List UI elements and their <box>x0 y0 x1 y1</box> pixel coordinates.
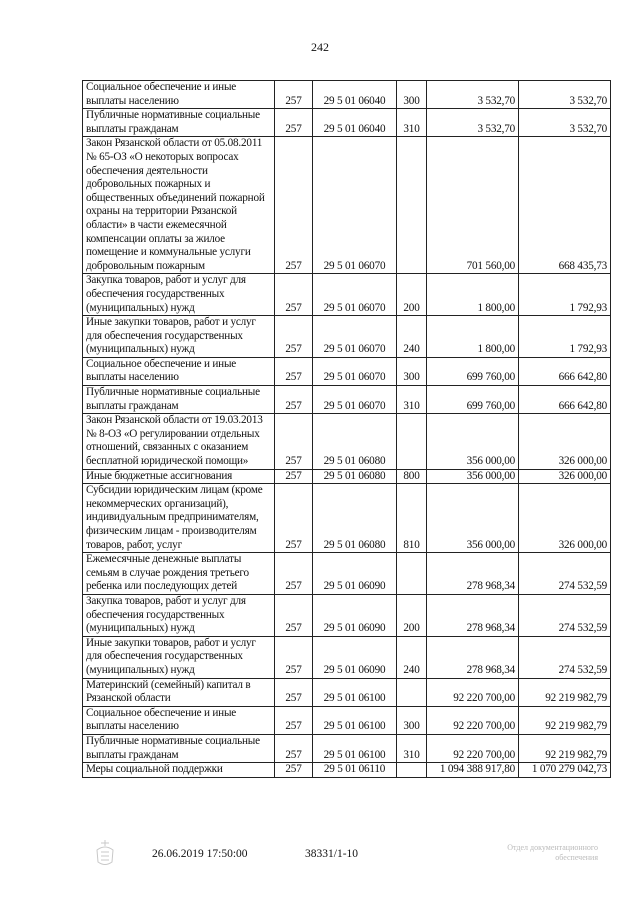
table-row <box>83 763 611 778</box>
budget-table <box>82 80 611 778</box>
cell-name: Публичные нормативные социальные выплаты гражданам <box>83 109 275 137</box>
cell-target-article: 29 5 01 06080 <box>313 414 397 469</box>
cell-actual-amount: 1 792,93 <box>519 316 611 358</box>
cell-ministry-code: 257 <box>275 274 313 316</box>
cell-actual-amount: 668 435,73 <box>519 137 611 274</box>
table-row <box>83 484 611 553</box>
cell-actual-amount: 666 642,80 <box>519 357 611 385</box>
cell-ministry-code: 257 <box>275 109 313 137</box>
stamp-line-2: обеспечения <box>555 853 598 862</box>
cell-target-article: 29 5 01 06090 <box>313 553 397 595</box>
cell-actual-amount: 92 219 982,79 <box>519 678 611 706</box>
table-row <box>83 706 611 734</box>
page-number: 242 <box>311 40 329 54</box>
cell-plan-amount: 3 532,70 <box>427 109 519 137</box>
cell-expense-type: 310 <box>397 734 427 762</box>
cell-target-article: 29 5 01 06100 <box>313 706 397 734</box>
cell-plan-amount: 92 220 700,00 <box>427 706 519 734</box>
cell-plan-amount: 1 094 388 917,80 <box>427 763 519 778</box>
cell-target-article: 29 5 01 06040 <box>313 109 397 137</box>
cell-ministry-code: 257 <box>275 469 313 484</box>
cell-name: Публичные нормативные социальные выплаты гражданам <box>83 734 275 762</box>
cell-actual-amount: 1 070 279 042,73 <box>519 763 611 778</box>
cell-actual-amount: 1 792,93 <box>519 274 611 316</box>
cell-plan-amount: 1 800,00 <box>427 316 519 358</box>
cell-expense-type: 240 <box>397 636 427 678</box>
cell-actual-amount: 3 532,70 <box>519 109 611 137</box>
table-row <box>83 734 611 762</box>
cell-ministry-code: 257 <box>275 81 313 109</box>
cell-ministry-code: 257 <box>275 594 313 636</box>
cell-expense-type: 200 <box>397 274 427 316</box>
cell-actual-amount: 274 532,59 <box>519 594 611 636</box>
cell-actual-amount: 274 532,59 <box>519 636 611 678</box>
cell-target-article: 29 5 01 06090 <box>313 594 397 636</box>
cell-plan-amount: 356 000,00 <box>427 484 519 553</box>
cell-expense-type: 810 <box>397 484 427 553</box>
cell-expense-type: 300 <box>397 706 427 734</box>
table-row <box>83 274 611 316</box>
stamp-line-1: Отдел документационного <box>507 843 598 852</box>
cell-target-article: 29 5 01 06100 <box>313 678 397 706</box>
cell-plan-amount: 699 760,00 <box>427 357 519 385</box>
cell-target-article: 29 5 01 06040 <box>313 81 397 109</box>
table-row <box>83 469 611 484</box>
cell-name: Меры социальной поддержки <box>83 763 275 778</box>
cell-ministry-code: 257 <box>275 357 313 385</box>
cell-ministry-code: 257 <box>275 137 313 274</box>
cell-name: Публичные нормативные социальные выплаты гражданам <box>83 386 275 414</box>
cell-ministry-code: 257 <box>275 386 313 414</box>
cell-target-article: 29 5 01 06070 <box>313 357 397 385</box>
cell-name: Иные закупки товаров, работ и услуг для обеспечения государственных (муниципальных) нужд <box>83 316 275 358</box>
table-row <box>83 137 611 274</box>
cell-ministry-code: 257 <box>275 763 313 778</box>
footer-doc-number: 38331/1-10 <box>305 848 359 860</box>
cell-plan-amount: 356 000,00 <box>427 414 519 469</box>
cell-actual-amount: 92 219 982,79 <box>519 706 611 734</box>
cell-actual-amount: 92 219 982,79 <box>519 734 611 762</box>
cell-name: Закупка товаров, работ и услуг для обеспечения государственных (муниципальных) нужд <box>83 594 275 636</box>
cell-actual-amount: 326 000,00 <box>519 414 611 469</box>
cell-ministry-code: 257 <box>275 636 313 678</box>
cell-actual-amount: 274 532,59 <box>519 553 611 595</box>
cell-ministry-code: 257 <box>275 678 313 706</box>
cell-name: Социальное обеспечение и иные выплаты населению <box>83 357 275 385</box>
cell-ministry-code: 257 <box>275 484 313 553</box>
cell-name: Социальное обеспечение и иные выплаты населению <box>83 81 275 109</box>
cell-target-article: 29 5 01 06070 <box>313 274 397 316</box>
cell-expense-type <box>397 553 427 595</box>
table-row <box>83 81 611 109</box>
cell-name: Материнский (семейный) капитал в Рязанской области <box>83 678 275 706</box>
cell-ministry-code: 257 <box>275 414 313 469</box>
cell-plan-amount: 92 220 700,00 <box>427 734 519 762</box>
cell-target-article: 29 5 01 06070 <box>313 137 397 274</box>
table-row <box>83 678 611 706</box>
cell-plan-amount: 92 220 700,00 <box>427 678 519 706</box>
logo-mark-icon <box>93 838 117 868</box>
cell-expense-type: 800 <box>397 469 427 484</box>
cell-plan-amount: 356 000,00 <box>427 469 519 484</box>
cell-actual-amount: 326 000,00 <box>519 469 611 484</box>
table-row <box>83 553 611 595</box>
cell-name: Закон Рязанской области от 05.08.2011 № 65-ОЗ «О некоторых вопросах обеспечения деятельности добровольных пожарных и общественных объединений пожарной охраны на территории Рязанской области» в части ежемесячной компенсации оплаты за жилое помещение и коммунальные услуги добровольным пожарным <box>83 137 275 274</box>
cell-expense-type: 300 <box>397 357 427 385</box>
cell-expense-type: 240 <box>397 316 427 358</box>
footer-timestamp: 26.06.2019 17:50:00 <box>152 848 248 860</box>
cell-plan-amount: 701 560,00 <box>427 137 519 274</box>
cell-name: Закон Рязанской области от 19.03.2013 № 8-ОЗ «О регулировании отдельных отношений, связанных с оказанием бесплатной юридической помощи» <box>83 414 275 469</box>
cell-plan-amount: 278 968,34 <box>427 636 519 678</box>
cell-expense-type: 310 <box>397 386 427 414</box>
table-row <box>83 357 611 385</box>
cell-ministry-code: 257 <box>275 706 313 734</box>
cell-target-article: 29 5 01 06110 <box>313 763 397 778</box>
cell-actual-amount: 326 000,00 <box>519 484 611 553</box>
table-row <box>83 594 611 636</box>
table-row <box>83 414 611 469</box>
cell-expense-type: 300 <box>397 81 427 109</box>
cell-plan-amount: 699 760,00 <box>427 386 519 414</box>
cell-name: Ежемесячные денежные выплаты семьям в случае рождения третьего ребенка или последующих детей <box>83 553 275 595</box>
cell-expense-type: 310 <box>397 109 427 137</box>
cell-expense-type <box>397 678 427 706</box>
cell-target-article: 29 5 01 06100 <box>313 734 397 762</box>
cell-target-article: 29 5 01 06070 <box>313 316 397 358</box>
budget-table-body <box>83 81 611 778</box>
table-row <box>83 109 611 137</box>
cell-expense-type <box>397 414 427 469</box>
cell-target-article: 29 5 01 06080 <box>313 469 397 484</box>
cell-name: Закупка товаров, работ и услуг для обеспечения государственных (муниципальных) нужд <box>83 274 275 316</box>
table-row <box>83 386 611 414</box>
cell-actual-amount: 666 642,80 <box>519 386 611 414</box>
cell-target-article: 29 5 01 06070 <box>313 386 397 414</box>
registration-stamp <box>448 843 598 863</box>
cell-plan-amount: 278 968,34 <box>427 553 519 595</box>
cell-actual-amount: 3 532,70 <box>519 81 611 109</box>
table-row <box>83 316 611 358</box>
cell-ministry-code: 257 <box>275 316 313 358</box>
cell-name: Иные бюджетные ассигнования <box>83 469 275 484</box>
cell-plan-amount: 278 968,34 <box>427 594 519 636</box>
table-row <box>83 636 611 678</box>
cell-name: Субсидии юридическим лицам (кроме некоммерческих организаций), индивидуальным предпринимателям, физическим лицам - производителям товаров, работ, услуг <box>83 484 275 553</box>
cell-plan-amount: 3 532,70 <box>427 81 519 109</box>
cell-target-article: 29 5 01 06080 <box>313 484 397 553</box>
cell-plan-amount: 1 800,00 <box>427 274 519 316</box>
cell-target-article: 29 5 01 06090 <box>313 636 397 678</box>
cell-ministry-code: 257 <box>275 553 313 595</box>
cell-ministry-code: 257 <box>275 734 313 762</box>
cell-name: Социальное обеспечение и иные выплаты населению <box>83 706 275 734</box>
cell-expense-type <box>397 763 427 778</box>
cell-name: Иные закупки товаров, работ и услуг для обеспечения государственных (муниципальных) нужд <box>83 636 275 678</box>
cell-expense-type: 200 <box>397 594 427 636</box>
cell-expense-type <box>397 137 427 274</box>
